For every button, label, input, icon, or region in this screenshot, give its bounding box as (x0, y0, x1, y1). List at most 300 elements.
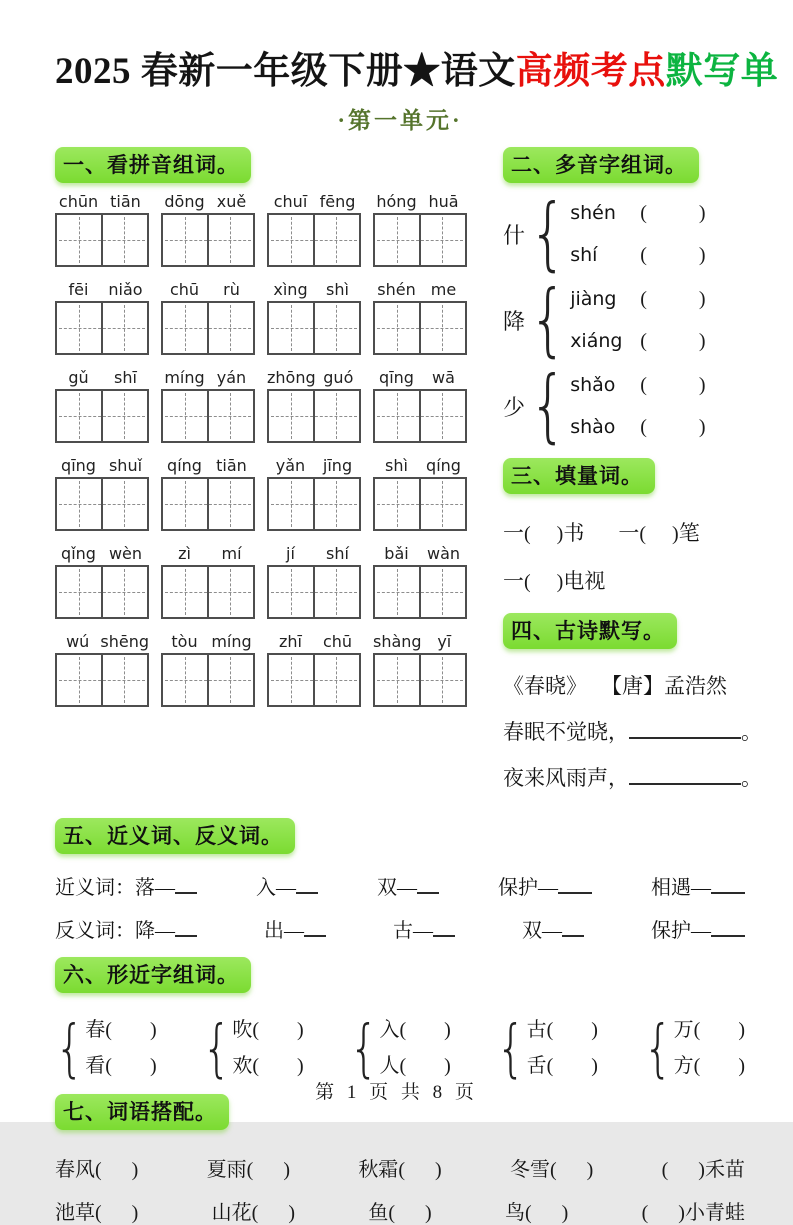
pinyin-pair (373, 192, 467, 211)
writing-cell (101, 479, 145, 529)
similar-char-item (379, 1012, 450, 1048)
writing-grid (373, 653, 467, 707)
pinyin-pair (55, 192, 149, 211)
item-prefix: 山花 (211, 1202, 252, 1224)
writing-cell (419, 655, 463, 705)
similar-char-column (379, 1012, 450, 1084)
character: 舌 (526, 1055, 547, 1077)
pinyin-syllable: bǎi (384, 544, 409, 563)
unit-subtitle: ·第一单元· (337, 108, 463, 133)
similar-char-item (674, 1012, 745, 1048)
right-column (503, 147, 762, 808)
pinyin-syllable: fēng (319, 192, 356, 211)
pinyin-pair (373, 280, 467, 299)
writing-grid (161, 477, 255, 531)
similar-char-group (496, 1012, 598, 1084)
writing-grid (267, 213, 361, 267)
paren-close: ) (591, 1019, 598, 1041)
item-text: 落— (135, 877, 175, 899)
title-green-part: 默写单 (665, 51, 779, 92)
similar-char-group (349, 1012, 451, 1084)
paren-close: ) (738, 1055, 745, 1077)
pinyin-pair (267, 544, 361, 563)
character: 入 (379, 1019, 400, 1041)
pinyin-grid-group (373, 544, 467, 619)
pinyin-grid-group (267, 544, 361, 619)
writing-grid (267, 653, 361, 707)
pinyin-pair (161, 368, 255, 387)
section-similar-characters (55, 957, 745, 1084)
answer-blank (296, 892, 318, 894)
pinyin-pair (373, 456, 467, 475)
paren-open: ( (546, 1019, 554, 1041)
paren-open: ( (639, 523, 647, 545)
item-prefix: 池草 (55, 1202, 95, 1224)
paren-open: ( (524, 523, 531, 545)
pinyin-syllable: chūn (58, 192, 99, 211)
pinyin-grid-group (373, 280, 467, 355)
measure-word-item (503, 565, 605, 595)
pinyin-syllable: tiān (216, 456, 247, 475)
paren-open: ( (640, 329, 647, 352)
paren-open: ( (546, 1055, 554, 1077)
pinyin-grid-group (373, 368, 467, 443)
section-polyphones (503, 147, 745, 453)
paren-close: ) (698, 243, 706, 266)
writing-cell (57, 479, 101, 529)
writing-grid (55, 653, 149, 707)
paren-close: ) (444, 1055, 451, 1077)
brace-icon: { (496, 1011, 526, 1085)
pinyin-pair (55, 280, 149, 299)
brace-icon: { (349, 1011, 379, 1085)
pinyin-grid-group (55, 544, 149, 619)
paren-open: ( (246, 1159, 254, 1181)
pinyin-syllable: niǎo (108, 280, 143, 299)
page-number: 第 1 页 共 8 页 (315, 1082, 478, 1103)
writing-grid (373, 301, 467, 355)
paren-open: ( (661, 1159, 669, 1181)
paren-open: ( (640, 373, 647, 396)
reading-pinyin: shǎo (570, 374, 616, 396)
paren-close: ) (297, 1055, 304, 1077)
character: 古 (526, 1019, 547, 1041)
section-measure-words (503, 458, 745, 595)
writing-cell (269, 655, 313, 705)
paren-close: ) (698, 287, 706, 310)
paren-close: ) (434, 1159, 442, 1181)
pinyin-syllable: tiān (110, 192, 141, 211)
character: 吹 (232, 1019, 253, 1041)
paren-open: ( (641, 1202, 649, 1224)
item-text: 相遇— (651, 877, 711, 899)
pinyin-grid-row (55, 280, 487, 355)
paren-close: ) (131, 1202, 139, 1224)
pinyin-grid-group (267, 192, 361, 267)
word-pair-row (55, 914, 745, 943)
reading-pinyin: shào (570, 416, 616, 438)
writing-cell (269, 303, 313, 353)
writing-cell (57, 655, 101, 705)
writing-cell (101, 215, 145, 265)
title-black-part: 2025 春新一年级下册★语文 (55, 51, 516, 92)
pinyin-syllable: dōng (164, 192, 205, 211)
writing-cell (419, 567, 463, 617)
writing-grid (55, 301, 149, 355)
pinyin-syllable: shēng (100, 632, 149, 651)
polyphone-character: 什 (503, 222, 526, 248)
pinyin-syllable: chū (169, 280, 200, 299)
writing-grid (373, 213, 467, 267)
section7-header: 七、词语搭配。 (55, 1094, 229, 1130)
measure-word-item (618, 517, 699, 547)
measure-word-block (503, 517, 745, 595)
section-poem (503, 613, 762, 792)
pinyin-grid-row (55, 544, 487, 619)
writing-cell (313, 303, 357, 353)
pinyin-pair (161, 456, 255, 475)
poem-line (503, 716, 762, 746)
writing-grid (267, 389, 361, 443)
polyphone-reading (570, 234, 745, 276)
paren-close: ) (149, 1055, 157, 1077)
writing-grid (161, 389, 255, 443)
answer-blank (175, 892, 197, 894)
character: 万 (673, 1019, 694, 1041)
row-label: 反义词： (55, 920, 135, 942)
polyphone-block (503, 187, 745, 453)
pinyin-syllable: zì (178, 544, 191, 563)
answer-blank (562, 935, 584, 937)
section5-header: 五、近义词、反义词。 (55, 818, 295, 854)
similar-char-group (643, 1012, 745, 1084)
similar-char-group (202, 1012, 304, 1084)
pinyin-pair (55, 456, 149, 475)
polyphone-readings (570, 278, 745, 362)
collocation-item (662, 1153, 745, 1182)
synonym-antonym-block (55, 871, 745, 943)
pinyin-syllable: míng (211, 632, 252, 651)
pinyin-syllable: zhōng (267, 368, 316, 387)
pinyin-syllable: xìng (273, 280, 308, 299)
paren-close: ) (738, 1019, 745, 1041)
section6-header: 六、形近字组词。 (55, 957, 251, 993)
paren-close: ) (672, 523, 679, 545)
pinyin-syllable: wú (66, 632, 90, 651)
writing-grid (267, 301, 361, 355)
pinyin-syllable: qīng (61, 456, 96, 475)
word-pair-row (55, 871, 745, 900)
paren-close: ) (591, 1055, 598, 1077)
pinyin-syllable: guó (323, 368, 354, 387)
character: 看 (85, 1055, 106, 1077)
pinyin-syllable: gǔ (68, 368, 89, 387)
writing-grid (161, 565, 255, 619)
writing-cell (269, 479, 313, 529)
pinyin-syllable: mí (221, 544, 242, 563)
pinyin-syllable: fēi (68, 280, 89, 299)
pinyin-pair (267, 632, 361, 651)
pinyin-grid-group (161, 456, 255, 531)
pinyin-syllable: shì (385, 456, 408, 475)
writing-cell (207, 479, 251, 529)
paren-open: ( (95, 1202, 102, 1224)
similar-characters-block (55, 1012, 745, 1084)
writing-grid (373, 565, 467, 619)
writing-cell (419, 215, 463, 265)
page-title (55, 40, 779, 94)
writing-cell (375, 567, 419, 617)
pinyin-grid-group (55, 280, 149, 355)
similar-char-item (527, 1012, 598, 1048)
pinyin-grid-group (55, 368, 149, 443)
pinyin-grid-group (161, 544, 255, 619)
word-pair-item (377, 871, 439, 900)
item-text: 双— (377, 877, 417, 899)
pinyin-pair (267, 368, 361, 387)
pinyin-pair (373, 544, 467, 563)
similar-char-column (674, 1012, 745, 1084)
pinyin-syllable: yán (216, 368, 247, 387)
poem-title: 《春晓》 (503, 674, 587, 698)
writing-grid (161, 213, 255, 267)
brace-icon: { (529, 273, 568, 367)
writing-cell (375, 391, 419, 441)
paren-open: ( (105, 1055, 112, 1077)
answer-blank (433, 935, 455, 937)
polyphone-group (503, 187, 745, 281)
section3-header: 三、填量词。 (503, 458, 655, 494)
pinyin-syllable: zhī (279, 632, 302, 651)
paren-close: ) (288, 1202, 295, 1224)
item-text: 出— (264, 920, 304, 942)
paren-open: ( (399, 1019, 407, 1041)
brace-icon: { (202, 1011, 232, 1085)
item-prefix: 春风 (55, 1159, 95, 1181)
section-collocations (55, 1094, 745, 1225)
pinyin-grid-group (161, 368, 255, 443)
polyphone-reading (570, 278, 745, 320)
pinyin-pair (161, 280, 255, 299)
polyphone-group (503, 273, 745, 367)
pinyin-syllable: shén (377, 280, 416, 299)
word-pair-item (651, 871, 745, 900)
paren-close: ) (698, 373, 706, 396)
paren-close: ) (698, 415, 706, 438)
pinyin-grid-group (161, 280, 255, 355)
paren-close: ) (283, 1159, 290, 1181)
word-pair-item (256, 871, 318, 900)
pinyin-grid-group (373, 632, 467, 707)
item-text: 保护— (498, 877, 558, 899)
writing-cell (375, 479, 419, 529)
pinyin-grid-group (55, 456, 149, 531)
writing-cell (313, 655, 357, 705)
writing-grid (161, 301, 255, 355)
section1-header: 一、看拼音组词。 (55, 147, 251, 183)
writing-cell (163, 567, 207, 617)
reading-pinyin: jiàng (570, 288, 617, 310)
pinyin-syllable: xuě (216, 192, 247, 211)
pinyin-syllable: rù (223, 280, 240, 299)
collocation-item (358, 1153, 441, 1182)
answer-blank (629, 737, 741, 739)
answer-blank (629, 783, 741, 785)
paren-open: ( (693, 1055, 701, 1077)
answer-blank (558, 892, 592, 894)
item-text: 双— (522, 920, 562, 942)
item-prefix: 一 (503, 569, 524, 593)
paren-close: ) (131, 1159, 139, 1181)
collocation-item (212, 1196, 295, 1225)
pinyin-syllable: shuǐ (108, 456, 143, 475)
writing-cell (313, 567, 357, 617)
polyphone-group (503, 359, 745, 453)
writing-cell (207, 391, 251, 441)
writing-grid (55, 565, 149, 619)
character: 春 (85, 1019, 106, 1041)
pinyin-syllable: qíng (167, 456, 202, 475)
pinyin-syllable: chuī (273, 192, 308, 211)
word-pair-items (135, 914, 745, 943)
pinyin-pair (373, 368, 467, 387)
writing-cell (207, 215, 251, 265)
paren-close: ) (556, 571, 564, 593)
pinyin-syllable: tòu (171, 632, 198, 651)
pinyin-grid-group (267, 456, 361, 531)
writing-cell (313, 391, 357, 441)
item-prefix: 鸟 (504, 1202, 525, 1224)
writing-cell (163, 391, 207, 441)
poem-author: 【唐】孟浩然 (601, 674, 727, 698)
answer-blank (175, 935, 197, 937)
writing-cell (419, 391, 463, 441)
item-prefix: 鱼 (368, 1202, 389, 1224)
pinyin-syllable: shī (114, 368, 137, 387)
row-label: 近义词： (55, 877, 135, 899)
poem-stem: 夜来风雨声， (503, 766, 629, 790)
word-pair-item (393, 914, 455, 943)
pinyin-syllable: qíng (426, 456, 461, 475)
pinyin-syllable: wàn (426, 544, 461, 563)
writing-cell (375, 215, 419, 265)
answer-blank (711, 935, 745, 937)
paren-open: ( (640, 243, 647, 266)
section-synonyms-antonyms (55, 818, 745, 943)
writing-cell (375, 303, 419, 353)
pinyin-pair (267, 456, 361, 475)
pinyin-pair (161, 192, 255, 211)
polyphone-reading (570, 364, 745, 406)
paren-open: ( (252, 1055, 260, 1077)
word-pair-item (135, 914, 197, 943)
similar-char-column (85, 1012, 156, 1084)
paren-close: ) (297, 1019, 304, 1041)
pinyin-grid-group (267, 280, 361, 355)
paren-open: ( (549, 1159, 557, 1181)
paren-open: ( (524, 1202, 532, 1224)
paren-close: ) (698, 329, 706, 352)
similar-char-item (232, 1012, 303, 1048)
similar-char-item (85, 1012, 156, 1048)
item-suffix: 书 (563, 521, 585, 545)
pinyin-grid-group (161, 632, 255, 707)
writing-cell (101, 391, 145, 441)
section2-header: 二、多音字组词。 (503, 147, 699, 183)
measure-word-line (503, 565, 745, 595)
pinyin-pair (55, 544, 149, 563)
writing-grid (373, 389, 467, 443)
paren-close: ) (149, 1019, 157, 1041)
paren-close: ) (561, 1202, 569, 1224)
writing-cell (269, 215, 313, 265)
pinyin-syllable: shì (326, 280, 349, 299)
writing-cell (101, 567, 145, 617)
polyphone-readings (570, 364, 745, 448)
brace-icon: { (529, 187, 568, 281)
reading-pinyin: shí (570, 244, 598, 266)
item-text: 入— (256, 877, 296, 899)
polyphone-reading (570, 192, 745, 234)
writing-cell (419, 479, 463, 529)
paren-close: ) (556, 523, 564, 545)
pinyin-grid-group (55, 632, 149, 707)
writing-cell (269, 567, 313, 617)
pinyin-grid-row (55, 456, 487, 531)
item-text: 古— (393, 920, 433, 942)
word-pair-items (135, 871, 745, 900)
pinyin-grid-group (267, 632, 361, 707)
writing-cell (163, 303, 207, 353)
brace-icon: { (529, 359, 568, 453)
poem-period: 。 (741, 720, 762, 744)
word-pair-item (498, 871, 592, 900)
writing-cell (313, 479, 357, 529)
paren-open: ( (388, 1202, 395, 1224)
pinyin-syllable: yǎn (275, 456, 306, 475)
collocation-block (55, 1153, 745, 1225)
writing-cell (57, 567, 101, 617)
writing-cell (101, 655, 145, 705)
writing-cell (207, 655, 251, 705)
pinyin-pair (267, 192, 361, 211)
answer-blank (417, 892, 439, 894)
collocation-item (55, 1196, 138, 1225)
word-pair-item (135, 871, 197, 900)
item-suffix: 电视 (563, 569, 606, 593)
writing-grid (55, 213, 149, 267)
paren-open: ( (640, 415, 647, 438)
item-text: 保护— (651, 920, 711, 942)
writing-cell (207, 567, 251, 617)
pinyin-syllable: qīng (379, 368, 414, 387)
collocation-item (642, 1196, 745, 1225)
character: 方 (673, 1055, 694, 1077)
writing-grid (161, 653, 255, 707)
writing-cell (163, 479, 207, 529)
item-suffix: 小青蛙 (684, 1202, 745, 1224)
pinyin-syllable: huā (428, 192, 459, 211)
collocation-item (55, 1153, 138, 1182)
collocation-item (505, 1196, 568, 1225)
pinyin-syllable: hóng (376, 192, 417, 211)
pinyin-grid-group (55, 192, 149, 267)
paren-close: ) (698, 201, 706, 224)
word-pair-item (264, 914, 326, 943)
paren-open: ( (252, 1019, 260, 1041)
pinyin-syllable: shàng (373, 632, 422, 651)
writing-grid (267, 565, 361, 619)
